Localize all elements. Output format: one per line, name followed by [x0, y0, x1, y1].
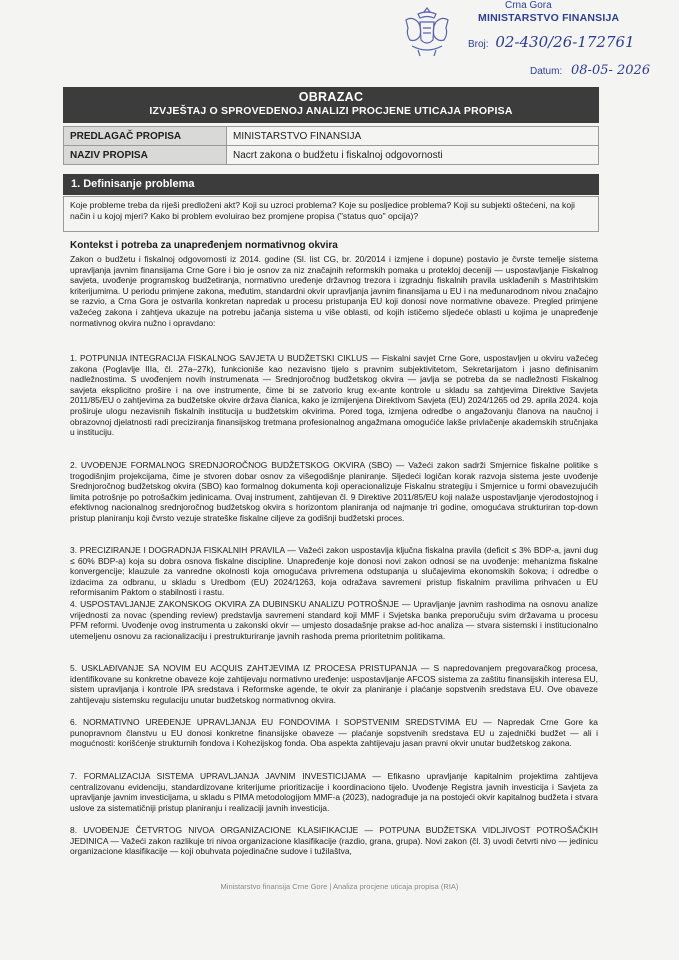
list-item — [70, 771, 598, 813]
stamp-country: Crna Gora — [505, 0, 552, 11]
paragraph: 6. NORMATIVNO UREĐENJE UPRAVLJANJA EU FONDOVIMA I SOPSTVENIM SREDSTVIMA EU — Napredak Crne Gore ka punopravnom članstvu u EU donosi konkretne finansijske obaveze — plaćanje sopstvenih sredstava EU u zajednički budžet — ali i mogućnosti: korišćenje strukturnih fondova i Kohezijskog fonda. Oba aspekta zahtijevaju jasan pravni okvir unutar budžetskog zakona. — [70, 717, 598, 749]
stamp-date-label: Datum: — [530, 66, 563, 77]
list-item — [70, 825, 598, 857]
paragraph: 1. POTPUNIJA INTEGRACIJA FISKALNOG SAVJETA U BUDŽETSKI CIKLUS — Fiskalni savjet Crne Gore, uspostavljen u okviru važećeg zakona (Poglavlje IIIa, čl. 27a–27k), funkcioniše kao nezavisno tijelo s pravnim subjektivitetom, Sekretarijatom i jasno definisanim nadležnostima. S uvođenjem novih instrumenata — Srednjoročnog budžetskog okvira — javlja se potreba da se nadležnosti Fiskalnog savjeta eksplicitno prošire i na ove instrumente, čime bi se zatvorio krug ex-ante kontrole u skladu sa zahtjevima Direktive Savjeta 2011/85/EU o zahtjevima za budžetske okvire država članica, kako je izmijenjena Direktivom Savjeta (EU) 2024/1265 od 29. aprila 2024. koja proširuje ulogu nezavisnih fiskalnih institucija u budžetskim okvirima. Pored toga, izmjena odredbe o angažovanju članova na naučnoj i obrazovnoj djelatnosti radi preciziranja finansijskog tretmana profesionalnog angažmana omogućiće lakše privlačenje akademskih stručnjaka u instituciju. — [70, 353, 598, 438]
paragraph: 7. FORMALIZACIJA SISTEMA UPRAVLJANJA JAVNIM INVESTICIJAMA — Efikasno upravljanje kapitalnim projektima zahtijeva centralizovanu evidenciju, standardizovane kriterijume prioritizacije i koordinaciono tijelo. Uvođenje Registra javnih investicija i Savjeta za upravljanje javnim investicijama, u skladu s PIMA metodologijom MMF-a (2023), nadograđuje ja na postojeći okvir kapitalnog budžeta i stvara uslove za sistematičniji pristup planiranju i realizaciji javnih investicija. — [70, 771, 598, 813]
stamp-ministry: MINISTARSTVO FINANSIJA — [478, 12, 620, 24]
list-item — [70, 717, 598, 749]
paragraph: 8. UVOĐENJE ČETVRTOG NIVOA ORGANIZACIONE KLASIFIKACIJE — POTPUNA BUDŽETSKA VIDLJIVOST POTROŠAČKIH JEDINICA — Važeći zakon razlikuje tri nivoa organizacione klasifikacije (razdio, grana, grupa). Novi zakon (čl. 3) uvodi četvrti nivo — jedinicu organizacione klasifikacije — koji obuhvata pojedinačne sudove i tužilaštva, — [70, 825, 598, 857]
list-item — [70, 663, 598, 705]
form-subtitle: IZVJEŠTAJ O SPROVEDENOJ ANALIZI PROCJENE UTICAJA PROPISA — [149, 105, 513, 117]
context-intro — [70, 254, 598, 328]
form-title: OBRAZAC — [298, 90, 364, 104]
form-title-bar — [63, 87, 599, 123]
proposal-info-table — [63, 126, 599, 165]
paragraph: 2. UVOĐENJE FORMALNOG SREDNJOROČNOG BUDŽETSKOG OKVIRA (SBO) — Važeći zakon sadrži Smjernice fiskalne politike s trogodišnjim projekcijama, čime je stvoren dobar osnov za višegodišnje planiranje. Sljedeći logičan korak razvoja sistema jeste uvođenje Srednjoročnog budžetskog okvira (SBO) kao formalnog dokumenta koji operacionalizuje Fiskalnu strategiju i Smjernice u formi obavezujućih limita potrošnje po potrošačkim jedinicama. Ovaj instrument, zahtijevan čl. 9 Direktive 2011/85/EU koji nalaže uspostavljanje vjerodostojnog i efektivnog nacionalnog srednjoročnog budžetskog okvira s horizontom planiranja od najmanje tri godine, omogućava strukturiran top-down pristup planiranju koji čvrsto vezuje strateške fiskalne ciljeve za godišnji budžetski proces. — [70, 460, 598, 523]
table-row — [64, 127, 599, 146]
proposer-value: MINISTARSTVO FINANSIJA — [227, 127, 599, 146]
table-row — [64, 146, 599, 165]
regulation-name-label: NAZIV PROPISA — [64, 146, 227, 165]
regulation-name-value: Nacrt zakona o budžetu i fiskalnoj odgovornosti — [227, 146, 599, 165]
section-heading: 1. Definisanje problema — [63, 174, 599, 195]
paragraph: 4. USPOSTAVLJANJE ZAKONSKOG OKVIRA ZA DUBINSKU ANALIZU POTROŠNJE — Upravljanje javnim rashodima na osnovu analize vrijednosti za novac (spending review) predstavlja savremeni standard koji MMF i Svjetska banka preporučuju svim državama u procesu PFM reformi. Uvođenje ovog instrumenta u zakonski okvir — umjesto dosadašnje prakse ad-hoc analiza — stvara sistemski i institucionalno utemeljenu osnovu za racionalizaciju i prestrukturiranje javnih rashoda prema prioritetnim politikama. — [70, 599, 598, 641]
paragraph: 5. USKLAĐIVANJE SA NOVIM EU ACQUIS ZAHTJEVIMA IZ PROCESA PRISTUPANJA — S napredovanjem pregovaračkog procesa, identifikovane su konkretne obaveze koje zahtijevaju normativno uređenje: uspostavljanje AFCOS sistema za zaštitu finansijskih interesa EU, sistem upravljanja i kontrole IPA sredstava i Reformske agende, te okvir za planiranje i plaćanje sopstvenih sredstava EU. Ove obaveze zahtijevaju sistemsku regulaciju unutar budžetskog normativnog okvira. — [70, 663, 598, 705]
context-heading: Kontekst i potreba za unapređenjem normativnog okvira — [70, 240, 338, 251]
paragraph: 3. PRECIZIRANJE I DOGRADNJA FISKALNIH PRAVILA — Važeći zakon uspostavlja ključna fiskalna pravila (deficit ≤ 3% BDP-a, javni dug ≤ 60% BDP-a) koja su dobra osnova fiskalne discipline. Unapređenje koje donosi novi zakon odnosi se na uvođenje: mehanizma fiskalne konvergencije; klauzule za vanredne okolnosti koja omogućava privremena odstupanja u slučajevima ekonomskih šokova; i odredbe o izdacima za odbranu, u skladu s Uredbom (EU) 2024/1263, koja odražava savremeni pristup fiskalnim pravilima prihvaćen u EU reformisanim Paktom o stabilnosti i rastu. — [70, 545, 598, 598]
coat-of-arms-stamp-icon — [398, 2, 456, 58]
list-item — [70, 545, 598, 598]
list-item — [70, 460, 598, 524]
stamp-number-value: 02-430/26-172761 — [495, 33, 635, 51]
stamp-date-value: 08-05- 2026 — [571, 63, 651, 78]
paragraph: Zakon o budžetu i fiskalnoj odgovornosti iz 2014. godine (Sl. list CG, br. 20/2014 i izmjene i dopune) postavio je čvrste temelje sistema upravljanja javnim finansijama Crne Gore i bio je osnov za niz značajnih reformskih pomaka u protekloj deceniji — uspostavljanje Fiskalnog savjeta, uvođenje programskog budžetiranja, normativno uređenje državnog trezora i izgradnju fiskalnih pravila usklađenih s Mastrihtskim kriterijumima. U periodu primjene zakona, međutim, standardni okvir upravljanja javnim finansijama u EU i na međunarodnom nivou značajno se razvio, a Crna Gora je ostvarila konkretan napredak u procesu pristupanja EU koji donosi nove normativne obaveze. Pregled primjene važećeg zakona i zahtjeva ukazuje na potrebu jačanja sistema u više oblasti, od kojih ističemo sljedeće oblasti u kojima je unapređenje normativnog okvira nužno i opravdano: — [70, 254, 598, 328]
list-item — [70, 599, 598, 641]
section-questions: Koje probleme treba da riješi predloženi akt? Koji su uzroci problema? Koje su posljedice problema? Koji su subjekti oštećeni, na koji način i u kojoj mjeri? Kako bi problem evoluirao bez promjene propisa ("status quo" opcija)? — [63, 196, 599, 232]
page-footer: Ministarstvo finansija Crne Gore | Analiza procjene uticaja propisa (RIA) — [220, 882, 459, 891]
stamp-number — [468, 33, 635, 51]
proposer-label: PREDLAGAČ PROPISA — [64, 127, 227, 146]
stamp-number-label: Broj: — [468, 39, 489, 50]
stamp-date — [530, 63, 650, 78]
list-item — [70, 353, 598, 438]
